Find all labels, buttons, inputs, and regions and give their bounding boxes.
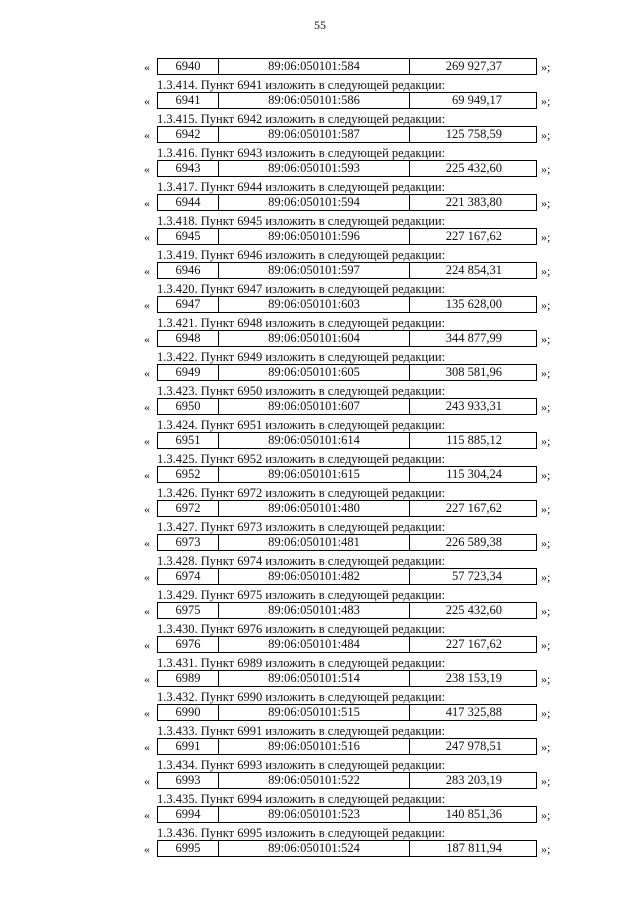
amendment-heading: 1.3.424. Пункт 6951 изложить в следующей редакции:: [157, 418, 446, 432]
value-cell: 225 432,60: [445, 161, 502, 175]
amendment-heading: 1.3.433. Пункт 6991 изложить в следующей редакции:: [157, 724, 446, 738]
open-quote: «: [144, 570, 150, 584]
open-quote: «: [144, 332, 150, 346]
value-cell: 247 978,51: [445, 739, 502, 753]
close-quote: »;: [541, 740, 551, 754]
close-quote: »;: [541, 570, 551, 584]
value-cell: 224 854,31: [445, 263, 502, 277]
value-cell: 238 153,19: [445, 671, 502, 685]
close-quote: »;: [541, 332, 551, 346]
close-quote: »;: [541, 298, 551, 312]
value-cell: 269 927,37: [445, 59, 502, 73]
item-number-cell: 6991: [158, 739, 219, 754]
item-number-cell: 6949: [158, 365, 219, 380]
amendment-heading: 1.3.421. Пункт 6948 изложить в следующей редакции:: [157, 316, 446, 330]
amendment-heading: 1.3.425. Пункт 6952 изложить в следующей редакции:: [157, 452, 446, 466]
table-row: [0, 500, 640, 517]
open-quote: «: [144, 94, 150, 108]
close-quote: »;: [541, 264, 551, 278]
close-quote: »;: [541, 672, 551, 686]
amendment-heading: 1.3.427. Пункт 6973 изложить в следующей редакции:: [157, 520, 446, 534]
close-quote: »;: [541, 638, 551, 652]
amendment-heading: 1.3.420. Пункт 6947 изложить в следующей редакции:: [157, 282, 446, 296]
item-number-cell: 6989: [158, 671, 219, 686]
table-row: [0, 262, 640, 279]
item-number-cell: 6976: [158, 637, 219, 652]
amendment-heading: 1.3.429. Пункт 6975 изложить в следующей редакции:: [157, 588, 446, 602]
value-cell: 135 628,00: [445, 297, 502, 311]
cadastral-number-cell: 89:06:050101:515: [219, 705, 410, 720]
cadastral-number-cell: 89:06:050101:481: [219, 535, 410, 550]
table-row: [0, 330, 640, 347]
cadastral-number-cell: 89:06:050101:584: [219, 59, 410, 74]
table-row-cells: [157, 840, 537, 857]
close-quote: »;: [541, 366, 551, 380]
table-row: [0, 364, 640, 381]
item-number-cell: 6995: [158, 841, 219, 856]
table-row: [0, 568, 640, 585]
cadastral-number-cell: 89:06:050101:484: [219, 637, 410, 652]
close-quote: »;: [541, 196, 551, 210]
open-quote: «: [144, 128, 150, 142]
cadastral-number-cell: 89:06:050101:514: [219, 671, 410, 686]
amendment-heading: 1.3.435. Пункт 6994 изложить в следующей редакции:: [157, 792, 446, 806]
table-row-cells: [157, 58, 537, 75]
value-cell: 140 851,36: [445, 807, 502, 821]
table-row: [0, 840, 640, 857]
amendment-block: [0, 826, 640, 870]
value-cell: 115 885,12: [446, 433, 502, 447]
open-quote: «: [144, 808, 150, 822]
table-row-cells: [157, 296, 537, 313]
item-number-cell: 6950: [158, 399, 219, 414]
amendment-heading: 1.3.416. Пункт 6943 изложить в следующей редакции:: [157, 146, 446, 160]
amendment-heading: 1.3.417. Пункт 6944 изложить в следующей редакции:: [157, 180, 446, 194]
table-row: [0, 228, 640, 245]
table-row-cells: [157, 568, 537, 585]
open-quote: «: [144, 468, 150, 482]
close-quote: »;: [541, 502, 551, 516]
table-row-cells: [157, 806, 537, 823]
open-quote: «: [144, 298, 150, 312]
item-number-cell: 6944: [158, 195, 219, 210]
table-row-cells: [157, 228, 537, 245]
open-quote: «: [144, 604, 150, 618]
cadastral-number-cell: 89:06:050101:482: [219, 569, 410, 584]
item-number-cell: 6993: [158, 773, 219, 788]
value-cell: 221 383,80: [445, 195, 502, 209]
amendment-heading: 1.3.428. Пункт 6974 изложить в следующей редакции:: [157, 554, 446, 568]
close-quote: »;: [541, 706, 551, 720]
table-row-cells: [157, 466, 537, 483]
open-quote: «: [144, 842, 150, 856]
close-quote: »;: [541, 774, 551, 788]
cadastral-number-cell: 89:06:050101:524: [219, 841, 410, 856]
table-row-cells: [157, 398, 537, 415]
cadastral-number-cell: 89:06:050101:605: [219, 365, 410, 380]
item-number-cell: 6952: [158, 467, 219, 482]
table-row: [0, 466, 640, 483]
value-cell: 227 167,62: [445, 501, 502, 515]
cadastral-number-cell: 89:06:050101:522: [219, 773, 410, 788]
table-row-cells: [157, 602, 537, 619]
table-row-cells: [157, 534, 537, 551]
value-cell: 227 167,62: [445, 637, 502, 651]
item-number-cell: 6972: [158, 501, 219, 516]
table-row-cells: [157, 772, 537, 789]
amendment-heading: 1.3.418. Пункт 6945 изложить в следующей редакции:: [157, 214, 446, 228]
value-cell: 243 933,31: [445, 399, 502, 413]
cadastral-number-cell: 89:06:050101:603: [219, 297, 410, 312]
open-quote: «: [144, 434, 150, 448]
cadastral-number-cell: 89:06:050101:516: [219, 739, 410, 754]
cadastral-number-cell: 89:06:050101:607: [219, 399, 410, 414]
table-row: [0, 704, 640, 721]
cadastral-number-cell: 89:06:050101:614: [219, 433, 410, 448]
amendment-heading: 1.3.422. Пункт 6949 изложить в следующей редакции:: [157, 350, 446, 364]
open-quote: «: [144, 366, 150, 380]
open-quote: «: [144, 672, 150, 686]
item-number-cell: 6940: [158, 59, 219, 74]
close-quote: »;: [541, 230, 551, 244]
open-quote: «: [144, 264, 150, 278]
amendment-heading: 1.3.432. Пункт 6990 изложить в следующей редакции:: [157, 690, 446, 704]
amendment-heading: 1.3.423. Пункт 6950 изложить в следующей редакции:: [157, 384, 446, 398]
table-row-cells: [157, 364, 537, 381]
item-number-cell: 6948: [158, 331, 219, 346]
open-quote: «: [144, 774, 150, 788]
open-quote: «: [144, 502, 150, 516]
table-row-cells: [157, 194, 537, 211]
item-number-cell: 6975: [158, 603, 219, 618]
table-row: [0, 636, 640, 653]
table-row: [0, 398, 640, 415]
table-row: [0, 92, 640, 109]
item-number-cell: 6973: [158, 535, 219, 550]
value-cell: 69 949,17: [452, 93, 502, 107]
close-quote: »;: [541, 808, 551, 822]
table-row-cells: [157, 704, 537, 721]
item-number-cell: 6974: [158, 569, 219, 584]
close-quote: »;: [541, 400, 551, 414]
amendment-heading: 1.3.430. Пункт 6976 изложить в следующей редакции:: [157, 622, 446, 636]
table-row: [0, 58, 640, 75]
cadastral-number-cell: 89:06:050101:604: [219, 331, 410, 346]
cadastral-number-cell: 89:06:050101:593: [219, 161, 410, 176]
value-cell: 344 877,99: [445, 331, 502, 345]
table-row: [0, 296, 640, 313]
value-cell: 115 304,24: [446, 467, 502, 481]
cadastral-number-cell: 89:06:050101:587: [219, 127, 410, 142]
table-row-cells: [157, 670, 537, 687]
item-number-cell: 6990: [158, 705, 219, 720]
amendment-heading: 1.3.419. Пункт 6946 изложить в следующей редакции:: [157, 248, 446, 262]
close-quote: »;: [541, 128, 551, 142]
cadastral-number-cell: 89:06:050101:597: [219, 263, 410, 278]
open-quote: «: [144, 162, 150, 176]
cadastral-number-cell: 89:06:050101:483: [219, 603, 410, 618]
value-cell: 125 758,59: [445, 127, 502, 141]
close-quote: »;: [541, 604, 551, 618]
table-row: [0, 534, 640, 551]
open-quote: «: [144, 706, 150, 720]
open-quote: «: [144, 638, 150, 652]
table-row: [0, 602, 640, 619]
close-quote: »;: [541, 468, 551, 482]
amendment-heading: 1.3.415. Пункт 6942 изложить в следующей редакции:: [157, 112, 446, 126]
amendment-heading: 1.3.436. Пункт 6995 изложить в следующей редакции:: [157, 826, 446, 840]
table-row: [0, 126, 640, 143]
value-cell: 308 581,96: [445, 365, 502, 379]
cadastral-number-cell: 89:06:050101:615: [219, 467, 410, 482]
cadastral-number-cell: 89:06:050101:596: [219, 229, 410, 244]
table-row: [0, 738, 640, 755]
item-number-cell: 6951: [158, 433, 219, 448]
value-cell: 187 811,94: [446, 841, 502, 855]
table-row-cells: [157, 432, 537, 449]
cadastral-number-cell: 89:06:050101:480: [219, 501, 410, 516]
item-number-cell: 6945: [158, 229, 219, 244]
table-row: [0, 432, 640, 449]
value-cell: 283 203,19: [445, 773, 502, 787]
item-number-cell: 6946: [158, 263, 219, 278]
table-row-cells: [157, 262, 537, 279]
table-row: [0, 772, 640, 789]
cadastral-number-cell: 89:06:050101:594: [219, 195, 410, 210]
table-row: [0, 194, 640, 211]
cadastral-number-cell: 89:06:050101:523: [219, 807, 410, 822]
open-quote: «: [144, 196, 150, 210]
amendment-heading: 1.3.426. Пункт 6972 изложить в следующей редакции:: [157, 486, 446, 500]
close-quote: »;: [541, 434, 551, 448]
table-row-cells: [157, 636, 537, 653]
value-cell: 225 432,60: [445, 603, 502, 617]
value-cell: 227 167,62: [445, 229, 502, 243]
cadastral-number-cell: 89:06:050101:586: [219, 93, 410, 108]
table-row: [0, 806, 640, 823]
table-row-cells: [157, 738, 537, 755]
open-quote: «: [144, 400, 150, 414]
table-row: [0, 670, 640, 687]
table-row: [0, 160, 640, 177]
item-number-cell: 6994: [158, 807, 219, 822]
amendment-heading: 1.3.414. Пункт 6941 изложить в следующей редакции:: [157, 78, 446, 92]
value-cell: 57 723,34: [452, 569, 502, 583]
page-number: 55: [314, 18, 326, 32]
close-quote: »;: [541, 94, 551, 108]
value-cell: 226 589,38: [445, 535, 502, 549]
amendment-heading: 1.3.431. Пункт 6989 изложить в следующей редакции:: [157, 656, 446, 670]
close-quote: »;: [541, 842, 551, 856]
item-number-cell: 6941: [158, 93, 219, 108]
table-row-cells: [157, 126, 537, 143]
table-row-cells: [157, 92, 537, 109]
document-body: [0, 54, 640, 870]
amendment-heading: 1.3.434. Пункт 6993 изложить в следующей редакции:: [157, 758, 446, 772]
table-row-cells: [157, 330, 537, 347]
open-quote: «: [144, 536, 150, 550]
close-quote: »;: [541, 60, 551, 74]
table-row-cells: [157, 160, 537, 177]
item-number-cell: 6942: [158, 127, 219, 142]
table-row-cells: [157, 500, 537, 517]
open-quote: «: [144, 740, 150, 754]
item-number-cell: 6947: [158, 297, 219, 312]
close-quote: »;: [541, 536, 551, 550]
close-quote: »;: [541, 162, 551, 176]
open-quote: «: [144, 230, 150, 244]
item-number-cell: 6943: [158, 161, 219, 176]
value-cell: 417 325,88: [445, 705, 502, 719]
open-quote: «: [144, 60, 150, 74]
